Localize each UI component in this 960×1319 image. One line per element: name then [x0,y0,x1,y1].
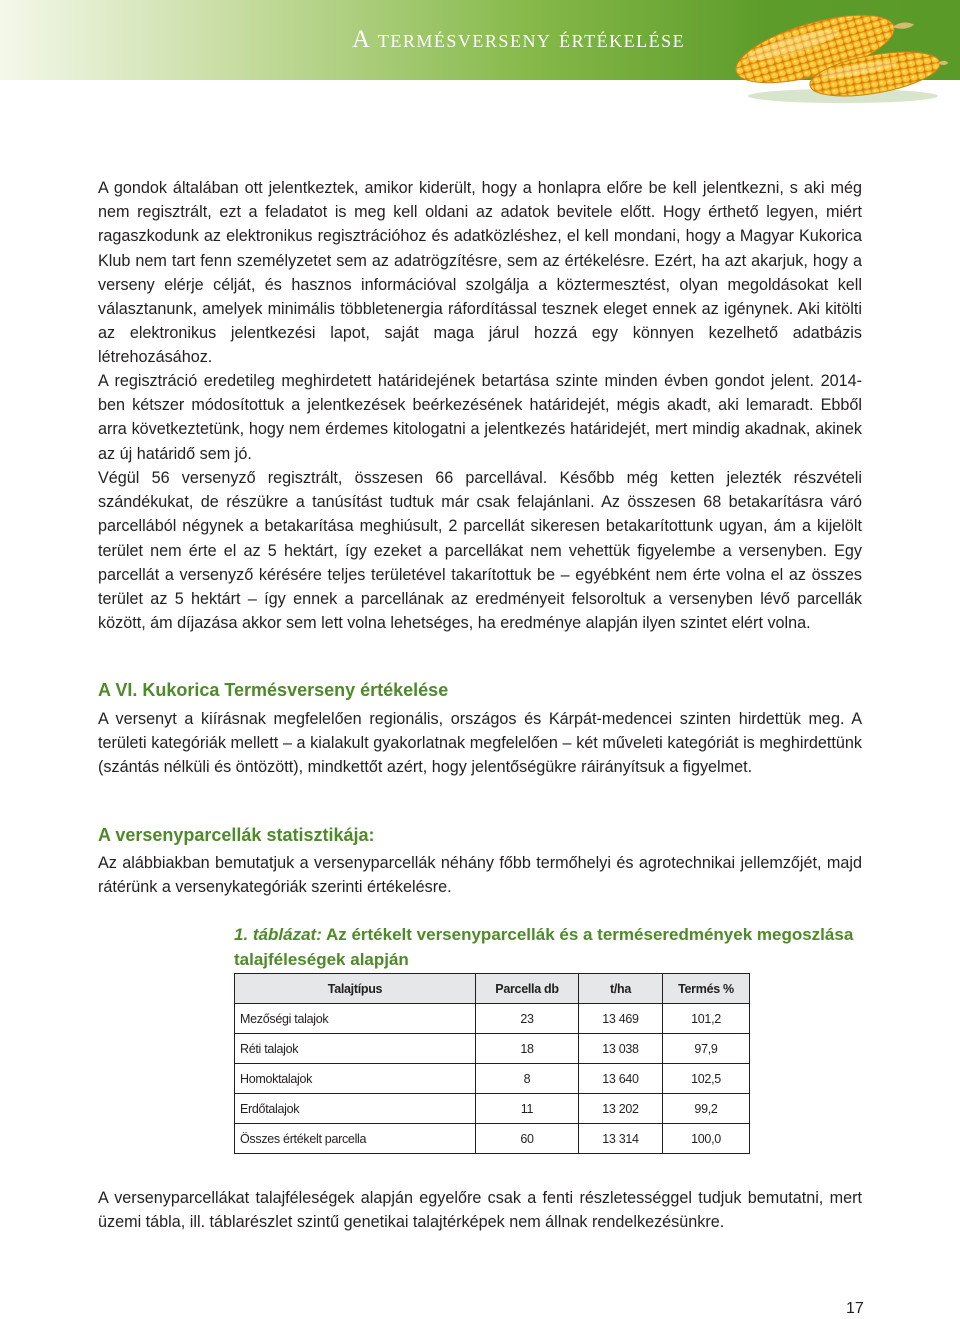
page-number: 17 [846,1300,864,1317]
cell-soil-type: Erdőtalajok [235,1094,476,1124]
paragraph-soil-maps: A versenyparcellákat talajféleségek alapján egyelőre csak a fenti részletességgel tudjuk bemutatni, mert üzemi tábla, ill. táblarészlet szintű genetikai talajtérképek nem állnak rendelkezésünkre. [98,1189,862,1232]
column-header-yield-percent: Termés % [663,974,750,1004]
cell-yield-t-ha: 13 038 [579,1034,663,1064]
table-header-row [235,974,750,1004]
paragraph-statistics-intro: Az alábbiakban bemutatjuk a versenyparcellák néhány főbb termőhelyi és agrotechnikai jellemzőjét, majd rátérünk a versenykategóriák szerinti értékelésre. [98,854,862,897]
cell-plot-count: 18 [476,1034,579,1064]
cell-plot-count: 60 [476,1124,579,1154]
cell-yield-percent: 100,0 [663,1124,750,1154]
table-row [235,1034,750,1064]
cell-plot-count: 23 [476,1004,579,1034]
table-row [235,1064,750,1094]
cell-plot-count: 8 [476,1064,579,1094]
table-row [235,1094,750,1124]
page-header-band [0,0,960,80]
paragraph-categories: A versenyt a kiírásnak megfelelően regionális, országos és Kárpát-medencei szinten hirdettük meg. A területi kategóriák mellett – a kialakult gyakorlatnak megfelelően – két műveleti kategóriát is meghirdettünk (szántás nélküli és öntözött), mindkettőt azért, hogy jelentőségükre ráirányítsuk a figyelmet. [98,710,862,777]
section-heading-evaluation: A VI. Kukorica Termésverseny értékelése [98,680,449,700]
cell-yield-t-ha: 13 314 [579,1124,663,1154]
cell-soil-type: Homoktalajok [235,1064,476,1094]
table-caption [234,922,854,972]
cell-yield-t-ha: 13 469 [579,1004,663,1034]
cell-soil-type: Mezőségi talajok [235,1004,476,1034]
header-title: A termésverseny értékelése [352,26,686,53]
paragraph-participants: Végül 56 versenyző regisztrált, összesen 66 parcellával. Később még ketten jelezték részvételi szándékukat, de részükre a tanúsítást tudtuk már csak felajánlani. Az összesen 68 betakarításra váró parcellából négynek a betakarítása meghiúsult, 2 parcellát sikeresen betakarítottunk ugyan, ám a kijelölt terület nem érte el az 5 hektárt, így ezeket a parcellákat nem vehettük figyelembe a versenyben. Egy parcellát a versenyző kérésére teljes területével takarítottuk be – egyébként nem érte volna el az összes terület az 5 hektárt – így ennek a parcellának az eredményeit felsoroltuk a versenyben lévő parcellák között, ám díjazása akkor sem lett volna lehetséges, ha eredménye alapján ilyen szintet elért volna. [98,469,862,633]
cell-yield-t-ha: 13 640 [579,1064,663,1094]
cell-yield-t-ha: 13 202 [579,1094,663,1124]
table-caption-text: Az értékelt versenyparcellák és a terméseredmények megoszlása talajféleségek alapján [234,925,854,969]
column-header-soil-type: Talajtípus [235,974,476,1004]
section-heading-statistics: A versenyparcellák statisztikája: [98,825,375,845]
cell-yield-percent: 101,2 [663,1004,750,1034]
column-header-yield-t-ha: t/ha [579,974,663,1004]
paragraph-deadline: A regisztráció eredetileg meghirdetett határidejének betartása szinte minden évben gondot jelent. 2014-ben kétszer módosítottuk a jelentkezések beérkezésének határidejét, mégis akadt, aki lemaradt. Ebből arra következtetünk, hogy nem érdemes kitologatni a jelentkezés határidejét, mert mindig akadnak, akinek az új határidő sem jó. [98,372,862,463]
table-caption-number: 1. táblázat: [234,925,322,944]
cell-plot-count: 11 [476,1094,579,1124]
column-header-plot-count: Parcella db [476,974,579,1004]
cell-soil-type: Réti talajok [235,1034,476,1064]
table-row [235,1004,750,1034]
soil-type-table [234,973,750,1154]
corn-cobs-image [725,4,950,104]
table-row-total [235,1124,750,1154]
paragraph-registration: A gondok általában ott jelentkeztek, amikor kiderült, hogy a honlapra előre be kell jelentkezni, s aki még nem regisztrált, ezt a feladatot is meg kell oldani az adatok bevitele előtt. Hogy érthető legyen, miért ragaszkodunk az elektronikus regisztrációhoz és adatközléshez, el kell mondani, hogy a Magyar Kukorica Klub nem tart fenn személyzetet sem az adatrögzítésre, sem az értékelésre. Ezért, ha azt akarjuk, hogy a verseny elérje célját, és hasznos információval szolgálja a köztermesztést, olyan megoldásokat kell választanunk, amelyek minimális többletenergia ráfordítással tesznek eleget ennek az igénynek. Aki kitölti az elektronikus jelentkezési lapot, saját maga járul hozzá egy könnyen kezelhető adatbázis létrehozásához. [98,179,862,367]
cell-yield-percent: 97,9 [663,1034,750,1064]
cell-yield-percent: 102,5 [663,1064,750,1094]
cell-yield-percent: 99,2 [663,1094,750,1124]
cell-soil-type: Összes értékelt parcella [235,1124,476,1154]
